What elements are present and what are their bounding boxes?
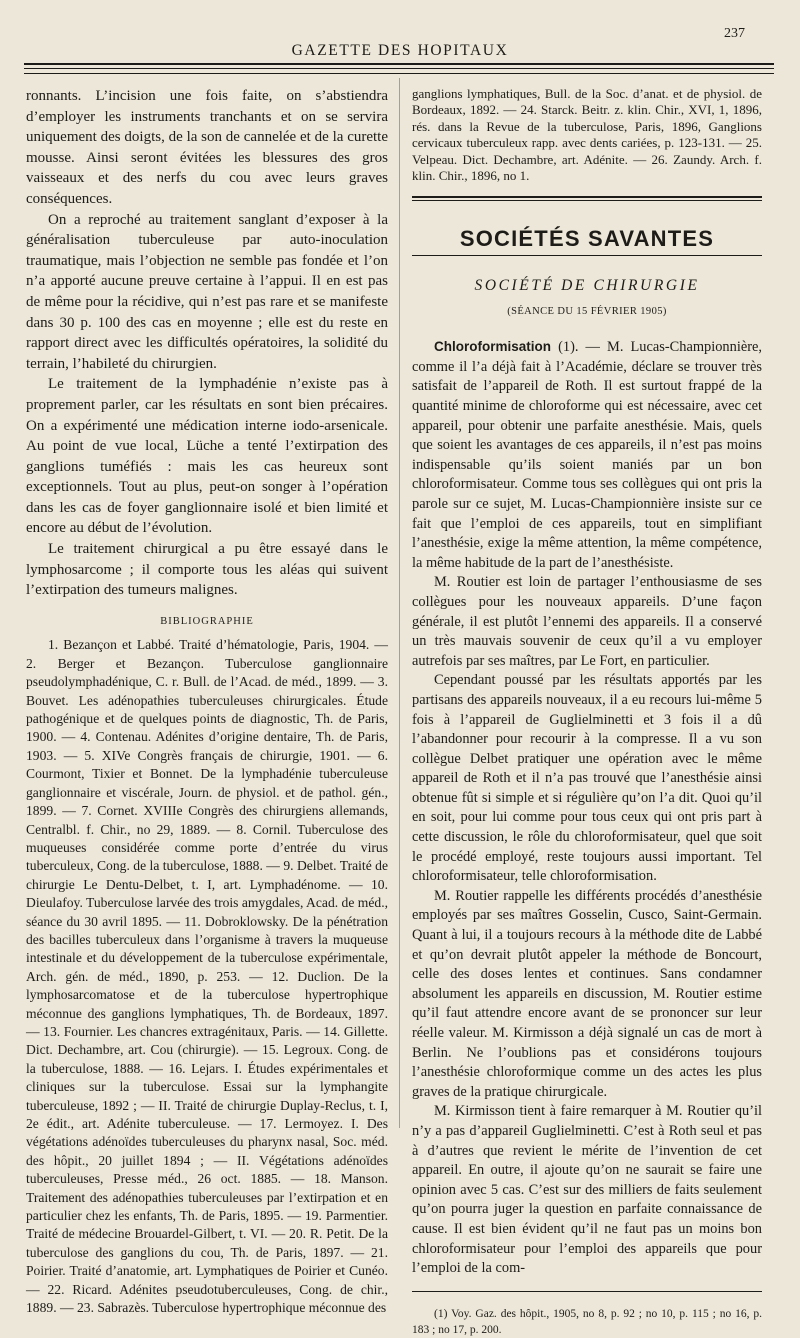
section-title-rule xyxy=(412,255,762,256)
paragraph: Le traitement chirurgical a pu être essayé dans le lymphosarcome ; il comporte tous les aléas qui suivent l’extirpation des tumeurs malignes. xyxy=(26,541,388,599)
lead-term: Chloroformisation xyxy=(434,339,551,355)
paragraph: Le traitement de la lymphadénie n’existe pas à proprement parler, car les résultats en sont bien précaires. On a expérimenté une médication interne iodo-arsenicale. Au point de vue local, Lüche a tenté l’extirpation des ganglions tuméfiés : mais les cas heureux sont exceptionnels. Tout au plus, peut-on songer à l’opération dans les cas de foyer ganglionnaire isolé et bien limité et encore au début de l’évolution. xyxy=(26,376,388,537)
section-rule xyxy=(412,196,762,201)
paragraph-text: (1). — M. Lucas-Championnière, comme il l’a déjà fait à l’Académie, déclare se trouver très satisfait de l’appareil de Roth. Il est surtout frappé de la quantité minime de chloroforme qui est nécessaire, avec cet appareil, pour obtenir une parfaite anesthésie. Mais, quels que soient les avantages de ces appareils, il n’est pas moins indispensable qu’ils soient maniés par un bon chloroformisateur. Comme tous ses collègues qui ont pris la parole sur ce sujet, M. Lucas-Championnière insiste sur ce fait que l’emploi de ces appareils, tout en simplifiant l’anesthésie, exige la même attention, la même compétence, la même habitude de la part de l’anesthésiste. xyxy=(412,339,762,571)
bibliography-list: 1. Bezançon et Labbé. Traité d’hématologie, Paris, 1904. — 2. Berger et Bezançon. Tuberculose ganglionnaire pseudolymphadénique, C. r. Bull. de l’Acad. de méd., 1899. — 3. Bouvet. Les adénopathies tuberculeuses chirurgicales. Étude pathogénique et de quelques points de diagnostic, Th. de Paris, 1900. — 4. Contenau. Adénites d’origine dentaire, Th. de Paris, 1903. — 5. XIVe Congrès français de chirurgie, 1901. — 6. Courmont, Tixier et Bonnet. De la lymphadénie tuberculeuse ganglionnaire et viscérale, Journ. de physiol. et de pathol. gén., 1899. — 7. Cornet. XVIIIe Congrès des chirurgiens allemands, Centralbl. f. Chir., no 29, 1889. — 8. Cornil. Tuberculose des muqueuses considérée comme porte d’entrée du virus tuberculeux, Cong. de la tuberculose, 1888. — 9. Delbet. Traité de chirurgie Le Dentu-Delbet, t. I, art. Lymphadénome. — 10. Dieulafoy. Tuberculose larvée des trois amygdales, Acad. de méd., séance du 30 avril 1895. — 11. Dobroklowsky. De la pénétration des bacilles tuberculeux dans l’organisme à travers la muqueuse intestinale et du développement de la tuberculose expérimentale, Arch. gén. de méd., 1890, p. 253. — 12. Duclion. De la lymphosarcomatose et de la tuberculose hypertrophique méconnue des ganglions lymphatiques, Th. de Bordeaux, 1897. — 13. Fournier. Les chancres extragénitaux, Paris. — 14. Gillette. Dict. Dechambre, art. Cou (chirurgie). — 15. Legroux. Cong. de la tuberculose, 1888. — 16. Lejars. I. Études expérimentales et cliniques sur la tuberculose. Essai sur la lymphangite tuberculeuse, 1892 ; — II. Traité de chirurgie Duplay-Reclus, t. I, 2e édit., art. Adénite tuberculeuse. — 17. Lermoyez. I. Des végétations adénoïdes tuberculeuses du pharynx nasal, Soc. méd. des hôpit., 20 juillet 1894 ; — II. Végétations adénoïdes tuberculeuses, Presse méd., 26 oct. 1885. — 18. Manson. Traitement des adénopathies tuberculeuses par l’extirpation et en particulier chez les enfants, Th. de Paris, 1895. — 19. Parmentier. Traité de médecine Brouardel-Gilbert, t. VI. — 20. R. Petit. De la tuberculose des ganglions du cou, Th. de Paris, 1897. — 21. Poirier. Traité d’anatomie, art. Lymphatiques de Poirier et Cunéo. — 22. Ricard. Adénites pseudotuberculeuses, Cong. de chir., 1889. — 23. Sabrazès. Tuberculose hypertrophique méconnue des xyxy=(26,637,388,1316)
column-divider xyxy=(399,78,400,1128)
society-heading: SOCIÉTÉ DE CHIRURGIE xyxy=(474,277,700,295)
left-column xyxy=(26,86,388,1317)
page-number: 237 xyxy=(724,26,745,41)
bibliography-continuation: ganglions lymphatiques, Bull. de la Soc. d’anat. et de physiol. de Bordeaux, 1892. — 24. Starck. Beitr. z. klin. Chir., XVI, 1, 1896, rés. dans la Revue de la tuberculose, Paris, 1896, Ganglions cervicaux tuberculeux rapp. avec dents cariées, p. 123-131. — 25. Velpeau. Dict. Dechambre, art. Adénite. — 26. Zaundy. Arch. f. klin. Chir., 1896, no 1. xyxy=(412,86,762,184)
paragraph: M. Routier est loin de partager l’enthousiasme de ses collègues pour les nouveaux appareils. D’une façon générale, il est plutôt l’ennemi des appareils. Il a conservé un très mauvais souvenir de ceux qu’il a vu employer autrefois par ses maîtres, par Le Fort, en particulier. xyxy=(412,574,762,669)
paragraph: Cependant poussé par les résultats apportés par les partisans des appareils nouveaux, il a eu recours lui-même 5 fois à l’appareil de Guglielminetti et 3 fois il a dû l’abandonner pour recourir à la compresse. Il a vu son collègue Delbet pratiquer une opération avec le même appareil de Roth et il n’a pas trouvé que l’anesthésie ainsi obtenue fût si simple et si régulière qu’on l’a dit. Quoi qu’il en soit, pour lui comme pour tous ceux qui ont pris part à cette discussion, le rôle du chloroformisateur, quel que soit le procédé employé, reste toujours aussi important. Tel chloroformisateur, telle chloroformisation. xyxy=(412,672,762,885)
header-rule-thick xyxy=(24,63,774,65)
header-rule-thin xyxy=(24,68,774,69)
paragraph xyxy=(412,337,762,573)
right-column xyxy=(412,86,762,1338)
bibliography-heading: BIBLIOGRAPHIE xyxy=(160,615,254,627)
paragraph: On a reproché au traitement sanglant d’exposer à la généralisation tuberculeuse par auto-inoculation traumatique, mais l’objection ne semble pas fondée et l’on n’a apporté aucune preuve certaine à l’appui. Il en est pas de même pour la récidive, qui n’est pas rare et se manifeste dans 30 p. 100 des cas en moyenne ; elle est du reste en rapport direct avec les difficultés opératoires, la solidité du terrain, l’habileté du chirurgien. xyxy=(26,211,388,372)
paragraph: M. Kirmisson tient à faire remarquer à M. Routier qu’il n’y a pas d’appareil Guglielminetti. C’est à Roth seul et pas à d’autres que revient le mérite de l’invention de cet appareil. En outre, il ajoute qu’on ne saurait se faire une opinion avec 5 cas. C’est sur des milliers de faits seulement qu’on pourra juger la question en parfaite connaissance de cause. Il est bien évident qu’il ne faut pas un moins bon chloroformisateur pour l’emploi des appareils que pour l’emploi de la com- xyxy=(412,1103,762,1277)
header-rule-third xyxy=(24,73,774,74)
running-head: GAZETTE DES HOPITAUX xyxy=(291,42,509,59)
session-date: (SÉANCE DU 15 FÉVRIER 1905) xyxy=(507,305,667,317)
paragraph: ronnants. L’incision une fois faite, on s’abstiendra d’employer les instruments tranchants et on se servira uniquement des doigts, de la son de cannelée et de la curette mousse. Ainsi seront évitées les blessures des gros vaisseaux et des nerfs du cou avec leurs graves conséquences. xyxy=(26,88,388,207)
footnote: (1) Voy. Gaz. des hôpit., 1905, no 8, p. 92 ; no 10, p. 115 ; no 16, p. 183 ; no 17, p. 200. xyxy=(412,1307,762,1336)
paragraph: M. Routier rappelle les différents procédés d’anesthésie employés par ses maîtres Gosselin, Cusco, Saint-Germain. Quant à lui, il a toujours recours à la méthode dite de Labbé et qu’on devrait plutôt appeler la méthode de Boncourt, celle des doses lentes et continues. Sans condamner absolument les appareils en discussion, M. Routier estime qu’il faut attendre encore avant de se prononcer sur leur réelle valeur. M. Kirmisson a déjà signalé un cas de mort à Berlin. Ne l’oublions pas et considérons toujours l’anesthésie chloroformique comme un des actes les plus graves de la pratique chirurgicale. xyxy=(412,887,762,1100)
footnote-rule xyxy=(412,1291,762,1292)
section-title: SOCIÉTÉS SAVANTES xyxy=(459,226,715,252)
